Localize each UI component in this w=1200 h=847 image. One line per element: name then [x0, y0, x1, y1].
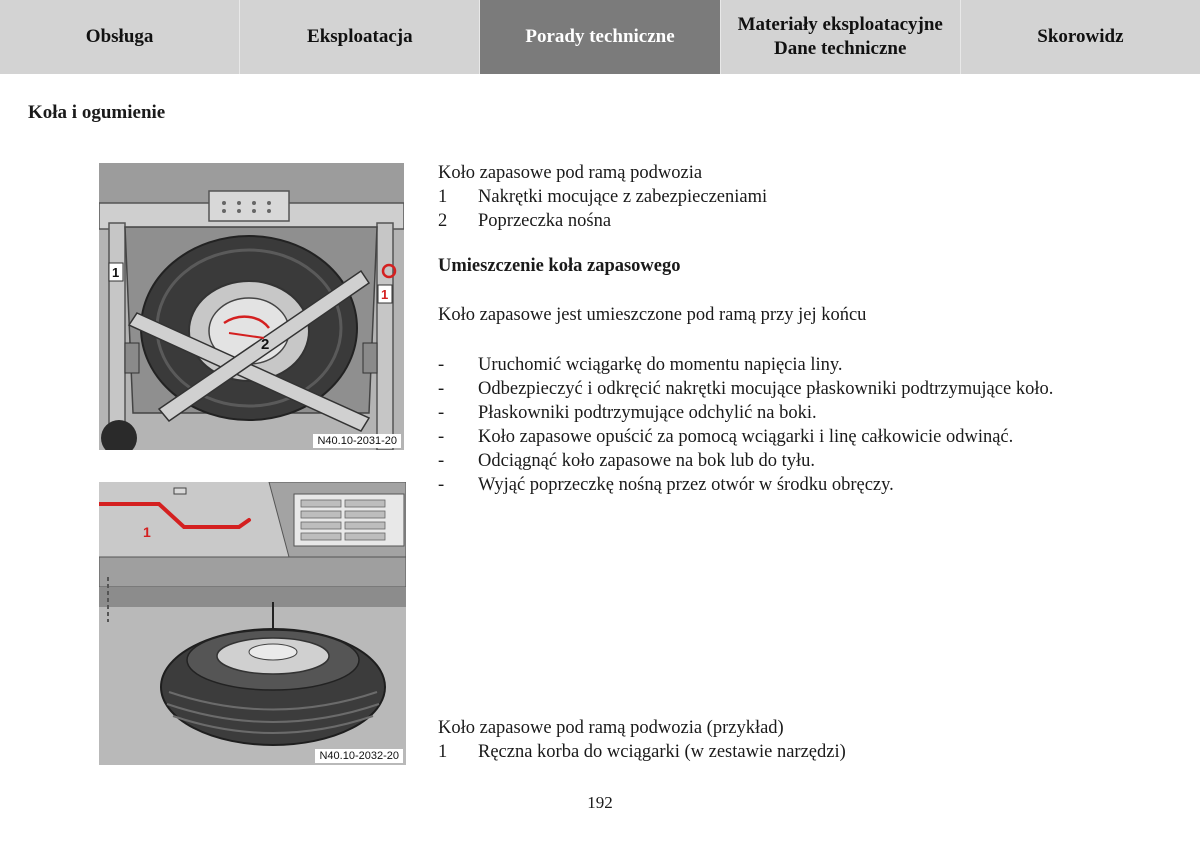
tab-materialy-dane-techniczne[interactable]: Materiały eksploatacyjne Dane techniczne	[721, 0, 961, 74]
list-item-text: Wyjąć poprzeczkę nośną przez otwór w środku obręczy.	[478, 475, 894, 495]
tab-obsluga[interactable]: Obsługa	[0, 0, 240, 74]
list-item	[438, 401, 1078, 425]
legend-item	[438, 209, 767, 233]
figure2-callout-1: 1	[143, 524, 151, 540]
list-item-text: Odbezpieczyć i odkręcić nakrętki mocujące płaskowniki podtrzymujące koło.	[478, 379, 1054, 399]
legend-item-text: Ręczna korba do wciągarki (w zestawie narzędzi)	[478, 742, 846, 762]
list-dash: -	[438, 475, 445, 495]
legend-item-number: 1	[438, 187, 448, 207]
list-item-text: Odciągnąć koło zapasowe na bok lub do tyłu.	[478, 451, 816, 471]
figure2-code: N40.10-2032-20	[315, 749, 403, 763]
chapter-tabs	[0, 0, 1200, 74]
tab-eksploatacja[interactable]: Eksploatacja	[240, 0, 480, 74]
list-item	[438, 473, 1078, 497]
figure1-callout-1-right: 1	[381, 287, 389, 302]
list-item	[438, 353, 1078, 377]
figure2-legend	[438, 716, 846, 764]
list-item-text: Uruchomić wciągarkę do momentu napięcia liny.	[478, 355, 843, 375]
list-dash: -	[438, 403, 445, 423]
figure2-caption: Koło zapasowe pod ramą podwozia (przykład)	[438, 718, 784, 738]
figure-spare-wheel-frame	[99, 163, 404, 450]
page-number: 192	[587, 793, 613, 812]
spare-wheel-frame-illustration	[99, 163, 404, 450]
figure1-callout-2: 2	[261, 336, 270, 353]
tab-porady-techniczne[interactable]: Porady techniczne	[480, 0, 720, 74]
legend-item-number: 2	[438, 211, 448, 231]
spare-wheel-lowered-illustration	[99, 482, 406, 765]
list-dash: -	[438, 451, 445, 471]
figure1-code: N40.10-2031-20	[313, 434, 401, 448]
figure1-legend	[438, 161, 767, 233]
tab-skorowidz[interactable]: Skorowidz	[961, 0, 1200, 74]
list-item	[438, 449, 1078, 473]
list-dash: -	[438, 427, 445, 447]
list-item	[438, 425, 1078, 449]
legend-item-text: Nakrętki mocujące z zabezpieczeniami	[478, 187, 768, 207]
legend-item-text: Poprzeczka nośna	[478, 211, 612, 231]
list-item	[438, 377, 1078, 401]
list-dash: -	[438, 379, 445, 399]
intro-paragraph: Koło zapasowe jest umieszczone pod ramą przy jej końcu	[438, 305, 867, 325]
legend-item-number: 1	[438, 742, 448, 762]
list-dash: -	[438, 355, 445, 375]
instruction-list	[438, 353, 1078, 497]
section-title: Koła i ogumienie	[28, 102, 166, 123]
legend-item	[438, 185, 767, 209]
figure1-caption: Koło zapasowe pod ramą podwozia	[438, 163, 703, 183]
list-item-text: Koło zapasowe opuścić za pomocą wciągarki i linę całkowicie odwinąć.	[478, 427, 1014, 447]
subheading: Umieszczenie koła zapasowego	[438, 256, 681, 276]
list-item-text: Płaskowniki podtrzymujące odchylić na boki.	[478, 403, 817, 423]
figure-spare-wheel-lowered	[99, 482, 406, 765]
legend-item	[438, 740, 846, 764]
figure1-callout-1-left: 1	[112, 265, 120, 280]
